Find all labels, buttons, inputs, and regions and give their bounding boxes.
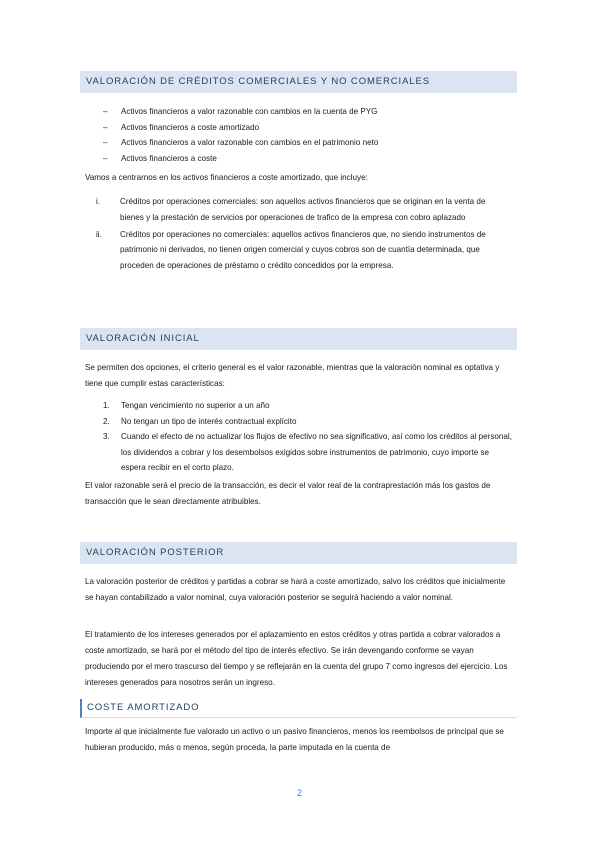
list-item: 3. Cuando el efecto de no actualizar los flujos de efectivo no sea significativo, así como los créditos al personal, los dividendos a cobrar y los desembolsos exigidos sobre instrumentos de patrimonio, cuyo importe se espera recibir en el corto plazo. <box>103 432 512 472</box>
credit-types-list <box>96 194 511 275</box>
list-item: ii. Créditos por operaciones no comerciales: aquellos activos financieros que, no siendo instrumentos de patrimonio ni derivados, no tienen origen comercial y cuyos cobros son de cuantía determinada, que proceden de operaciones de préstamo o crédito concedidos por la empresa. <box>96 229 486 271</box>
asset-types-list <box>103 104 513 166</box>
list-item: – Activos financieros a valor razonable con cambios en la cuenta de PYG <box>103 107 378 116</box>
paragraph: Se permiten dos opciones, el criterio general es el valor razonable, mientras que la valoración nominal es optativa y tiene que cumplir estas características: <box>85 363 500 388</box>
page-number: 2 <box>296 788 302 798</box>
list-item: i. Créditos por operaciones comerciales: son aquellos activos financieros que se originan en la venta de bienes y la prestación de servicios por operaciones de trafico de la empresa con cobro aplazado <box>96 197 486 222</box>
list-item: 1. Tengan vencimiento no superior a un año <box>103 401 270 410</box>
paragraph: El tratamiento de los intereses generados por el aplazamiento en estos créditos y otras partida a cobrar valorados a coste amortizado, se hará por el método del tipo de interés efectivo. Se irán devengando conforme se vayan produciendo por el mero trascurso del tiempo y se reflejarán en la cuenta del grupo 7 como ingresos del ejercicio. Los intereses generados para nosotros serán un ingreso. <box>85 630 508 687</box>
subsection-heading-coste-amortizado: COSTE AMORTIZADO <box>80 699 517 718</box>
paragraph: Importe al que inicialmente fue valorado un activo o un pasivo financieros, menos los reembolsos de principal que se hubieran producido, más o menos, según proceda, la parte imputada en la cuenta de <box>85 727 504 752</box>
conditions-list <box>103 398 513 476</box>
intro-paragraph: Vamos a centrarnos en los activos financieros a coste amortizado, que incluye: <box>85 173 368 182</box>
paragraph: El valor razonable será el precio de la transacción, es decir el valor real de la contraprestación más los gastos de transacción que le sean directamente atribuibles. <box>85 481 491 506</box>
section-heading-valoracion-creditos: VALORACIÓN DE CRÉDITOS COMERCIALES Y NO COMERCIALES <box>80 71 517 93</box>
section-heading-valoracion-posterior: VALORACIÓN POSTERIOR <box>80 542 517 564</box>
list-item: – Activos financieros a coste <box>103 153 217 163</box>
section-heading-valoracion-inicial: VALORACIÓN INICIAL <box>80 328 517 350</box>
paragraph: La valoración posterior de créditos y partidas a cobrar se hará a coste amortizado, salvo los créditos que inicialmente se hayan contabilizado a valor nominal, cuya valoración posterior se seguirá haciendo a valor nominal. <box>85 577 506 602</box>
list-item: – Activos financieros a coste amortizado <box>103 122 260 132</box>
list-item: 2. No tengan un tipo de interés contractual explícito <box>103 416 297 426</box>
list-item: – Activos financieros a valor razonable con cambios en el patrimonio neto <box>103 138 379 147</box>
